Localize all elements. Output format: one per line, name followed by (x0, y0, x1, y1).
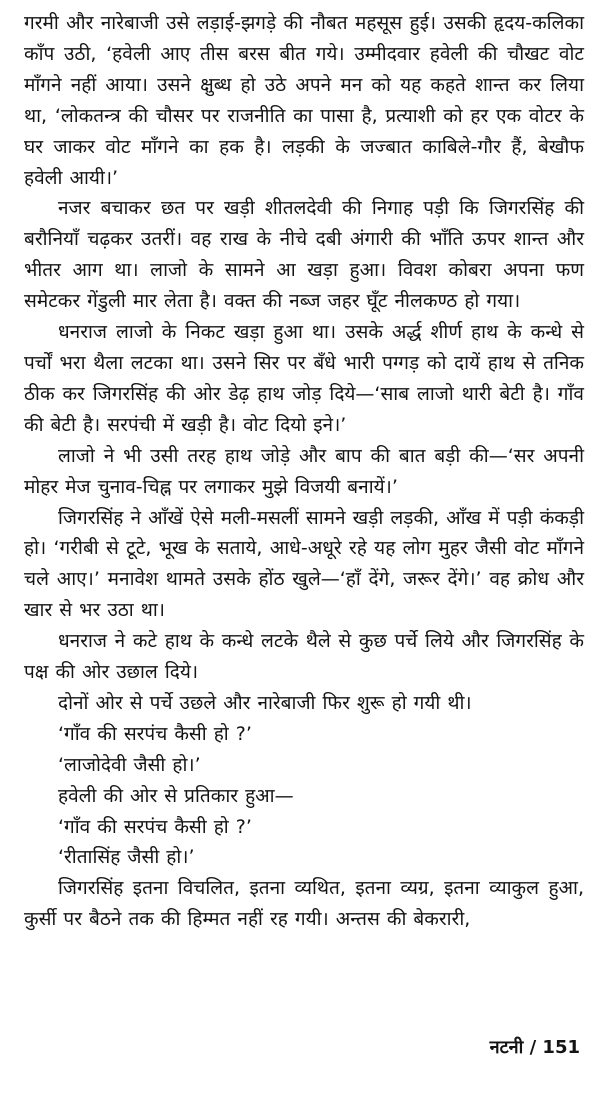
paragraph: जिगरसिंह ने आँखें ऐसे मली-मसलीं सामने खड़ी लड़की, आँख में पड़ी कंकड़ी हो। ‘गरीबी से टूटे, भूख के सताये, आधे-अधूरे रहे यह लोग मुहर जैसी वोट माँगने चले आए।’ मनावेश थामते उसके होंठ खुले—‘हाँ देंगे, जरूर देंगे।’ वह क्रोध और खार से भर उठा था। (24, 506, 584, 622)
paragraph: धनराज ने कटे हाथ के कन्धे लटके थैले से कुछ पर्चे लिये और जिगरसिंह के पक्ष की ओर उछाल दिये। (24, 630, 584, 684)
dialog-line: ‘रीतासिंह जैसी हो।’ (58, 846, 195, 869)
page-footer: नटनी / 151 (489, 1037, 580, 1058)
dialog-line: ‘गाँव की सरपंच कैसी हो ?’ (58, 722, 252, 745)
book-page (24, 8, 584, 935)
dialog-line: दोनों ओर से पर्चे उछले और नारेबाजी फिर शुरू हो गयी थी। (58, 691, 472, 714)
dialog-line: हवेली की ओर से प्रतिकार हुआ— (58, 784, 294, 807)
paragraph: लाजो ने भी उसी तरह हाथ जोड़े और बाप की बात बड़ी की—‘सर अपनी मोहर मेज चुनाव-चिह्न पर लगाकर मुझे विजयी बनायें।’ (24, 444, 584, 498)
paragraph: जिगरसिंह इतना विचलित, इतना व्यथित, इतना व्यग्र, इतना व्याकुल हुआ, कुर्सी पर बैठने तक की हिम्मत नहीं रह गयी। अन्तस की बेकरारी, (24, 877, 584, 931)
paragraph: नजर बचाकर छत पर खड़ी शीतलदेवी की निगाह पड़ी कि जिगरसिंह की बरौनियाँ चढ़कर उतरीं। वह राख के नीचे दबी अंगारी की भाँति ऊपर शान्त और भीतर आग था। लाजो के सामने आ खड़ा हुआ। विवश कोबरा अपना फण समेटकर गेंडुली मार लेता है। वक्त की नब्ज जहर घूँट नीलकण्ठ हो गया। (24, 197, 584, 313)
dialog-line: ‘गाँव की सरपंच कैसी हो ?’ (58, 815, 252, 838)
dialog-line: ‘लाजोदेवी जैसी हो।’ (58, 753, 201, 776)
paragraph: गरमी और नारेबाजी उसे लड़ाई-झगड़े की नौबत महसूस हुई। उसकी हृदय-कलिका काँप उठी, ‘हवेली आए तीस बरस बीत गये। उम्मीदवार हवेली की चौखट वोट माँगने नहीं आया। उसने क्षुब्ध हो उठे अपने मन को यह कहते शान्त कर लिया था, ‘लोकतन्त्र की चौसर पर राजनीति का पासा है, प्रत्याशी को हर एक वोटर के घर जाकर वोट माँगने का हक है। लड़की के जज्बात काबिले-गौर हैं, बेखौफ हवेली आयी।’ (24, 12, 584, 189)
paragraph: धनराज लाजो के निकट खड़ा हुआ था। उसके अर्द्ध शीर्ण हाथ के कन्धे से पर्चों भरा थैला लटका था। उसने सिर पर बँधे भारी पग्गड़ को दायें हाथ से तनिक ठीक कर जिगरसिंह की ओर डेढ़ हाथ जोड़ दिये—‘साब लाजो थारी बेटी है। गाँव की बेटी है। सरपंची में खड़ी है। वोट दियो इने।’ (24, 321, 584, 436)
